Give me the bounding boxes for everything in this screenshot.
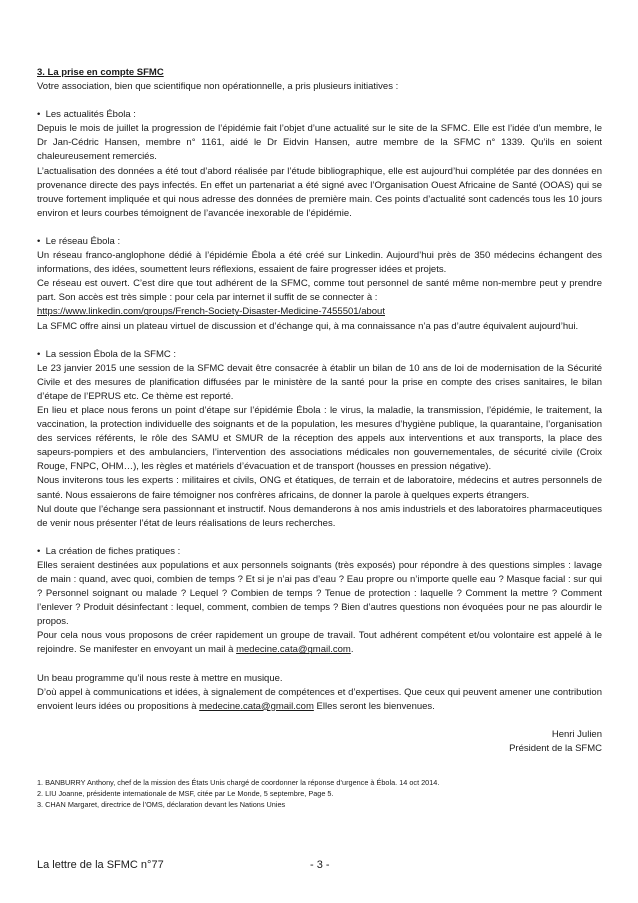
bullet-session-title: • La session Ébola de la SFMC : — [37, 348, 602, 362]
footnotes — [37, 777, 602, 810]
signature-role: Président de la SFMC — [509, 742, 602, 754]
reseau-paragraph-3: La SFMC offre ainsi un plateau virtuel de discussion et d’échange qui, à ma connaissance n’a pas d’autre équivalent aujourd’hui. — [37, 320, 579, 332]
footnote: 2. LIU Joanne, présidente internationale de MSF, citée par Le Monde, 5 septembre, Page 5. — [37, 789, 334, 798]
actualites-paragraph-1: Depuis le mois de juillet la progression de l’épidémie fait l’objet d’une actualité sur le site de la SFMC. Elle est l’idée d’un membre, le Dr Jan-Cédric Hansen, membre n° 1161, aidé le Dr Eidvin Hansen, autre membre de la SFMC n° 1339. Qu’ils en soient chaleureusement remerciés. — [37, 123, 602, 163]
reseau-paragraph-1: Un réseau franco-anglophone dédié à l’épidémie Ébola a été créé sur Linkedin. Aujourd’hui près de 350 médecins échangent des informations, des idées, soumettent leurs réflexions, essaient de faire progresser idées et projets. — [37, 250, 602, 276]
email-link[interactable]: medecine.cata@gmail.com — [236, 644, 351, 656]
publication-title: La lettre de la SFMC n°77 — [37, 859, 164, 871]
reseau-paragraph-2: Ce réseau est ouvert. C’est dire que tout adhérent de la SFMC, comme tout personnel de santé même non-membre peut y prendre part. Son accès est très simple : pour cela par internet il suffit de se connecter à : — [37, 278, 602, 304]
footnote: 3. CHAN Margaret, directrice de l’OMS, déclaration devant les Nations Unies — [37, 800, 286, 809]
email-link[interactable]: medecine.cata@gmail.com — [199, 700, 314, 712]
bullet-actualites-title: • Les actualités Ébola : — [37, 108, 602, 122]
actualites-paragraph-2: L’actualisation des données a été tout d’abord réalisée par l’étude bibliographique, elle est aujourd’hui complétée par des données en provenance directe des pays infectés. En effet un partenariat a été signé avec l’Organisation Ouest Africaine de Santé (OOAS) qui se trouve fortement impliquée et qui nous adresse des données de première main. Ces points d’actualité sont cadencés tous les 10 jours environ et leurs courbes témoignent de l’avancée inexorable de l’épidémie. — [37, 165, 602, 219]
closing-paragraph-2: D’où appel à communications et idées, à signalement de compétences et d’expertises. Que ceux qui peuvent amener une contribution envoient leurs idées ou propositions à medecine.cata@gmail.com Elles seront les bienvenues. — [37, 686, 602, 712]
linkedin-group-link[interactable]: https://www.linkedin.com/groups/French-Society-Disaster-Medicine-7455501/about — [37, 306, 385, 318]
session-paragraph-3: Nous inviterons tous les experts : militaires et civils, ONG et étatiques, de terrain et de laboratoire, médecins et autres personnels de santé. Nous essaierons de faire témoigner nos confrères africains, de donner la parole à quelques experts étrangers. — [37, 475, 602, 501]
page-number: - 3 - — [310, 859, 330, 871]
bullet-reseau-title: • Le réseau Ébola : — [37, 235, 602, 249]
closing-paragraph-1: Un beau programme qu’il nous reste à mettre en musique. — [37, 672, 283, 684]
fiches-paragraph-2: Pour cela nous vous proposons de créer rapidement un groupe de travail. Tout adhérent compétent et/ou volontaire est appelé à le rejoindre. Se manifester en envoyant un mail à medecine.cata@gmail.com. — [37, 630, 602, 656]
session-paragraph-1: Le 23 janvier 2015 une session de la SFMC devait être consacrée à établir un bilan de 10 ans de loi de modernisation de la Sécurité Civile et des mesures de planification diffusées par le ministère de la santé pour la prise en compte des crises sanitaires, le bilan d’étape de l’EPRUS etc. Ce thème est reporté. — [37, 362, 602, 402]
footnote: 1. BANBURRY Anthony, chef de la mission des États Unis chargé de coordonner la réponse d’urgence à Ébola. 14 oct 2014. — [37, 778, 440, 787]
section-heading: 3. La prise en compte SFMC — [37, 67, 164, 78]
section-intro: Votre association, bien que scientifique non opérationnelle, a pris plusieurs initiatives : — [37, 81, 399, 93]
signature-name: Henri Julien — [551, 728, 602, 740]
article-body — [37, 66, 602, 756]
session-paragraph-2: En lieu et place nous ferons un point d’étape sur l’épidémie Ébola : le virus, la maladie, la transmission, l’épidémie, le traitement, la vaccination, la protection individuelle des soignants et de la population, les mesures d’hygiène publique, la quarantaine, l’organisation des services référents, le rôle des SAMU et SMUR de la réception des appels aux interventions et aux transports, la place des sapeurs-pompiers et des ambulanciers, l’intervention des associations médicales non gouvernementales, de sécurité civile (Croix Rouge, FNPC, OHM…), les règles et matériels d’évacuation et de transport (housses en pression négative). — [37, 404, 602, 473]
fiches-paragraph-1: Elles seraient destinées aux populations et aux personnels soignants (très exposés) pour répondre à des questions simples : lavage de main : quand, avec quoi, combien de temps ? Et si je n’ai pas d’eau ? Eau propre ou n’importe quelle eau ? Masque facial : sur qui ? Personnel soignant ou malade ? Lequel ? Combien de temps ? Tenue de protection : laquelle ? Comment la mettre ? Comment l’enlever ? Produit désinfectant : lequel, comment, combien de temps ? Bien d’autres questions non évoquées pour ne pas alourdir le propos. — [37, 559, 602, 628]
session-paragraph-4: Nul doute que l’échange sera passionnant et instructif. Nous demanderons à nos amis industriels et des laboratoires pharmaceutiques de venir nous présenter l’état de leurs réalisations de leurs recherches. — [37, 503, 602, 529]
bullet-fiches-title: • La création de fiches pratiques : — [37, 545, 602, 559]
